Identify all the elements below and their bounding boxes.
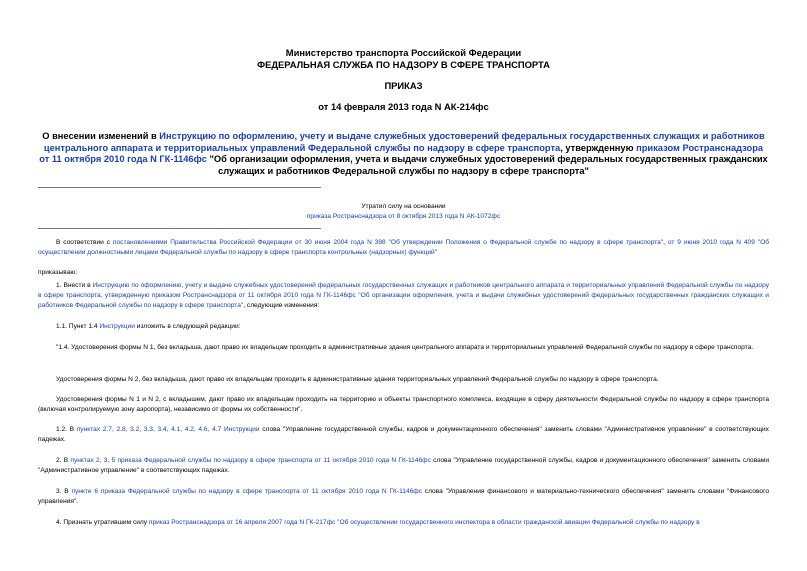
lost-force-order-link[interactable]: приказа Ространснадзора от 8 октября 2013 года N АК-1072фс	[306, 213, 501, 220]
ministry-name: Министерство транспорта Российской Федерации	[285, 47, 522, 58]
title-link-instruction[interactable]: Инструкцию по оформлению, учету и выдаче служебных удостоверений федеральных государственных служащих и работников центрального аппарата и территориальных управлений Федеральной службы по надзору в сфере транспорта	[43, 131, 765, 153]
item-1-2-link-instruction[interactable]: Инструкции	[223, 426, 260, 433]
divider-top	[38, 187, 321, 188]
item-2-paragraph	[38, 456, 769, 476]
title-text-1: О внесении изменений в	[42, 131, 160, 141]
item-2-link-order[interactable]: пунктах 2, 3, 5 приказа Федеральной службы по надзору в сфере транспорта от 11 октября 2010 года N ГК-1146фс	[70, 457, 431, 464]
quote-text-3: Удостоверения формы N 1 и N 2, с вкладышем, дают право их владельцам проходить на территорию и объекты транспортного комплекса, входящие в сферу деятельности Федеральной службы по надзору в сфере транспорта (включая контролируемую зону аэропорта), независимо от формы их собственности".	[38, 396, 769, 414]
preamble-link-decree-409[interactable]: от 9 июня 2010 года N 409 "Об осуществлении должностными лицами Федеральной службы по надзору в сфере транспорта контрольных (надзорных) функций"	[38, 239, 770, 257]
lost-force-note: Утратил силу на основании	[361, 203, 446, 210]
preamble-link-decree-398[interactable]: постановлениями Правительства Российской Федерации от 30 июня 2004 года N 398 "Об утверждении Положения о Федеральной службе по надзору в сфере транспорта"	[112, 239, 664, 246]
document-date-number: от 14 февраля 2013 года N АК-214фс	[318, 101, 489, 112]
item-4-text-1: 4. Признать утратившим силу	[56, 519, 149, 526]
item-3-text-2: слова "Управления финансового и материально-технического обеспечения" заменить словами "Финансового управления".	[38, 488, 769, 506]
quote-paragraph-1	[38, 343, 769, 353]
item-1-1-paragraph	[38, 322, 769, 332]
item-4-paragraph	[38, 518, 769, 529]
item-1-1-text-1: 1.1. Пункт 1.4	[56, 323, 100, 330]
quote-text-2: Удостоверения формы N 2, без вкладыша, дают право их владельцам проходить в административные здания территориальных управлений Федеральной службы по надзору в сфере транспорта.	[56, 376, 659, 383]
item-1-2-text-3: слова "Управление государственной службы, кадров и документационного обеспечения" заменить словами "Административное управление" в соответствующих падежах.	[38, 426, 769, 444]
item-1-2-paragraph	[38, 425, 769, 445]
quote-paragraph-2	[38, 375, 769, 385]
item-3-text-1: 3. В	[56, 488, 72, 495]
service-name: ФЕДЕРАЛЬНАЯ СЛУЖБА ПО НАДЗОРУ В СФЕРЕ ТРАНСПОРТА	[257, 59, 550, 70]
item-4-link-order[interactable]: приказ Ространснадзора от 16 апреля 2007 года N ГК-217фс "Об осуществлении государственного инспектора в области гражданской авиации Федеральной службы по надзору в	[148, 519, 700, 526]
document-title	[38, 131, 769, 178]
item-2-text-1: 2. В	[56, 457, 71, 464]
title-text-2: , утвержденную	[560, 142, 637, 153]
item-3-link-order[interactable]: пункте 6 приказа Федеральной службы по надзору в сфере транспорта от 11 октября 2010 года N ГК-1146фс	[71, 488, 422, 495]
divider-bottom	[38, 228, 321, 229]
item-1-paragraph	[38, 281, 769, 312]
title-text-3: "Об организации оформления, учета и выдачи служебных удостоверений федеральных государственных гражданских служащих и работников Федеральной службы по надзору в сфере транспорта"	[206, 154, 768, 177]
item-1-1-link-instruction[interactable]: Инструкции	[99, 323, 135, 330]
item-1-2-text-1: 1.2. В	[56, 426, 77, 433]
item-1-text-2: , следующие изменения:	[243, 302, 320, 310]
quote-text-1: "1.4. Удостоверения формы N 1, без вкладыша, дают право их владельцам проходить в административные здания центрального аппарата и территориальных управлений Федеральной службы по надзору в сфере транспорта.	[56, 344, 754, 351]
preamble-text-2: ,	[663, 239, 668, 246]
item-1-link-instruction[interactable]: Инструкцию по оформлению, учету и выдаче служебных удостоверений федеральных государственных служащих и работников центрального аппарата и территориальных управлений Федеральной службы по надзору в сфере транспорта, утвержденную приказом Ространснадзора от 11 октября 2010 года N ГК-1146фс "Об организации оформления, учета и выдачи служебных удостоверений федеральных государственных гражданских служащих и работников Федеральной службы по надзору в сфере транспорта"	[38, 282, 769, 310]
order-word: приказываю:	[38, 269, 78, 276]
item-3-paragraph	[38, 487, 769, 507]
title-link-order[interactable]: приказом Ространснадзора от 11 октября 2010 года N ГК-1146фс	[39, 142, 764, 165]
document-type: ПРИКАЗ	[384, 80, 423, 91]
preamble-paragraph	[38, 238, 769, 258]
item-1-1-text-2: изложить в следующей редакции:	[134, 323, 241, 330]
item-1-2-link-points[interactable]: пунктах 2.7, 2.8, 3.2, 3.3, 3.4, 4.1, 4.2, 4.6, 4.7	[76, 426, 222, 433]
item-1-text-1: 1. Внести в	[56, 282, 93, 289]
preamble-text-1: В соответствии с	[56, 239, 113, 246]
item-2-text-2: слова "Управление государственной службы, кадров и документационного обеспечения" заменить словами "Административное управление" в соответствующих падежах.	[38, 457, 770, 475]
quote-paragraph-3	[38, 395, 769, 415]
